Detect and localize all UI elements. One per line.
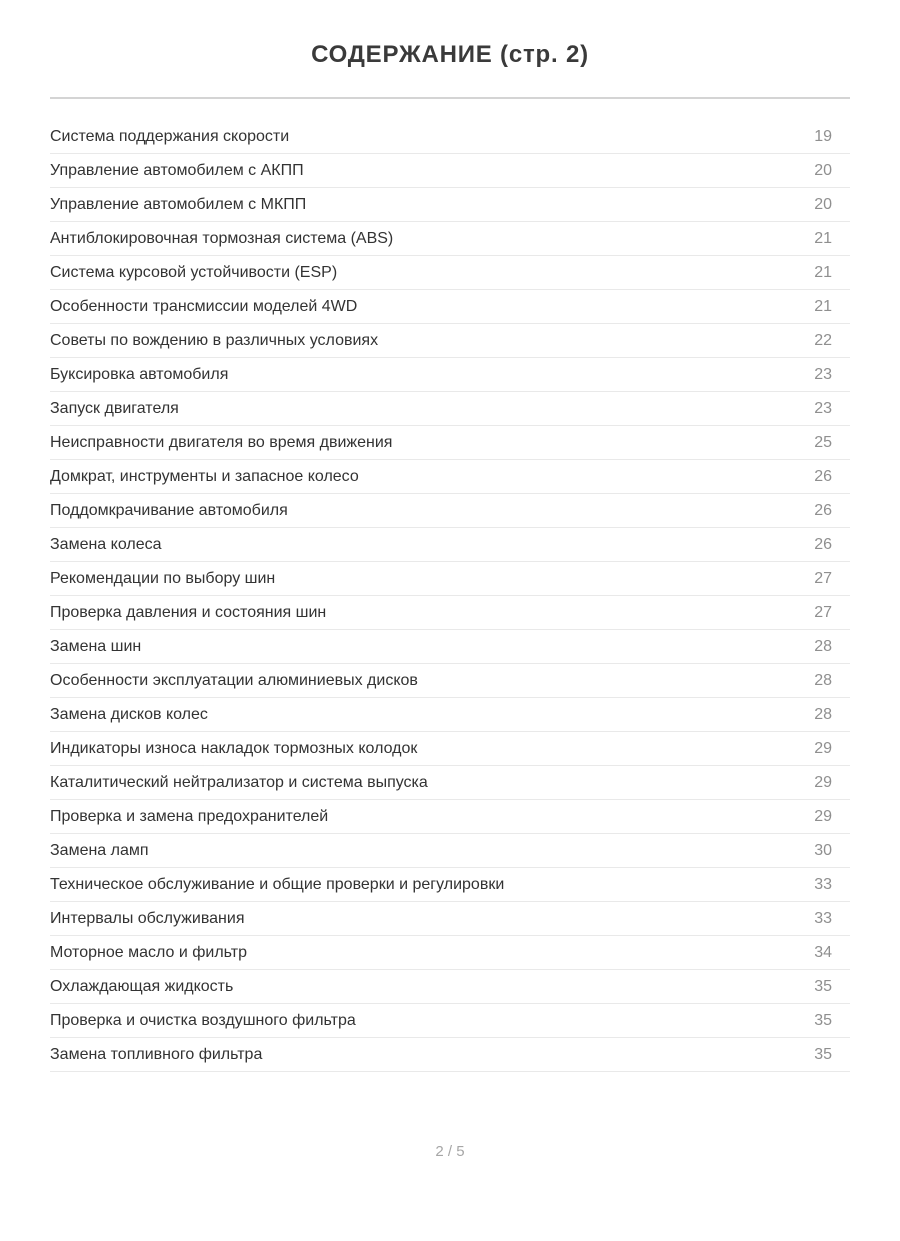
toc-entry-page: 34 bbox=[814, 943, 832, 961]
toc-entry[interactable] bbox=[50, 1004, 850, 1038]
toc-entry-label: Охлаждающая жидкость bbox=[50, 977, 234, 995]
toc-entry[interactable] bbox=[50, 868, 850, 902]
toc-entry-page: 27 bbox=[814, 569, 832, 587]
page-title: СОДЕРЖАНИЕ (стр. 2) bbox=[311, 41, 589, 68]
toc-entry[interactable] bbox=[50, 426, 850, 460]
toc-entry-page: 29 bbox=[814, 807, 832, 825]
toc-entry-page: 23 bbox=[814, 365, 832, 383]
toc-entry-page: 28 bbox=[814, 671, 832, 689]
toc-entry[interactable] bbox=[50, 460, 850, 494]
toc-entry[interactable] bbox=[50, 698, 850, 732]
toc-entry-page: 29 bbox=[814, 773, 832, 791]
toc-entry-label: Проверка и очистка воздушного фильтра bbox=[50, 1011, 356, 1029]
toc-entry-label: Буксировка автомобиля bbox=[50, 365, 229, 383]
toc-entry-page: 35 bbox=[814, 1011, 832, 1029]
toc-entry[interactable] bbox=[50, 936, 850, 970]
toc-entry[interactable] bbox=[50, 902, 850, 936]
toc-entry-page: 21 bbox=[814, 263, 832, 281]
toc-entry-label: Система поддержания скорости bbox=[50, 127, 290, 145]
toc-entry-label: Моторное масло и фильтр bbox=[50, 943, 247, 961]
toc-entry-label: Система курсовой устойчивости (ESP) bbox=[50, 263, 338, 281]
toc-entry-label: Интервалы обслуживания bbox=[50, 909, 245, 927]
toc-entry-page: 30 bbox=[814, 841, 832, 859]
toc-entry-label: Замена топливного фильтра bbox=[50, 1045, 263, 1063]
toc-entry[interactable] bbox=[50, 630, 850, 664]
toc-entry-label: Проверка и замена предохранителей bbox=[50, 807, 329, 825]
toc-entry-page: 20 bbox=[814, 161, 832, 179]
title-divider bbox=[50, 97, 850, 99]
toc-entry-label: Особенности эксплуатации алюминиевых дисков bbox=[50, 671, 418, 689]
toc-entry-label: Неисправности двигателя во время движения bbox=[50, 433, 393, 451]
toc-entry-page: 21 bbox=[814, 297, 832, 315]
toc-entry-page: 27 bbox=[814, 603, 832, 621]
toc-entry-label: Проверка давления и состояния шин bbox=[50, 603, 327, 621]
toc-entry-label: Замена дисков колес bbox=[50, 705, 208, 723]
toc-entry[interactable] bbox=[50, 766, 850, 800]
document-page bbox=[0, 41, 900, 1241]
toc-entry-page: 28 bbox=[814, 637, 832, 655]
toc-entry-label: Поддомкрачивание автомобиля bbox=[50, 501, 288, 519]
toc-entry-label: Советы по вождению в различных условиях bbox=[50, 331, 379, 349]
toc-entry-page: 20 bbox=[814, 195, 832, 213]
toc-entry-label: Замена колеса bbox=[50, 535, 162, 553]
toc-entry[interactable] bbox=[50, 188, 850, 222]
toc-entry[interactable] bbox=[50, 256, 850, 290]
toc-list bbox=[50, 120, 850, 1072]
toc-entry-page: 21 bbox=[814, 229, 832, 247]
toc-entry-label: Индикаторы износа накладок тормозных колодок bbox=[50, 739, 418, 757]
toc-entry-label: Особенности трансмиссии моделей 4WD bbox=[50, 297, 358, 315]
toc-entry-page: 22 bbox=[814, 331, 832, 349]
toc-entry-page: 25 bbox=[814, 433, 832, 451]
toc-entry[interactable] bbox=[50, 800, 850, 834]
toc-entry-page: 28 bbox=[814, 705, 832, 723]
toc-entry-label: Антиблокировочная тормозная система (ABS) bbox=[50, 229, 394, 247]
toc-entry[interactable] bbox=[50, 834, 850, 868]
toc-entry[interactable] bbox=[50, 596, 850, 630]
toc-entry[interactable] bbox=[50, 222, 850, 256]
toc-entry-label: Рекомендации по выбору шин bbox=[50, 569, 276, 587]
toc-entry-page: 23 bbox=[814, 399, 832, 417]
toc-entry[interactable] bbox=[50, 324, 850, 358]
page-indicator: 2 / 5 bbox=[435, 1143, 465, 1160]
toc-entry[interactable] bbox=[50, 562, 850, 596]
toc-entry[interactable] bbox=[50, 392, 850, 426]
toc-entry-page: 19 bbox=[814, 127, 832, 145]
toc-entry-label: Техническое обслуживание и общие проверки и регулировки bbox=[50, 875, 505, 893]
toc-entry[interactable] bbox=[50, 290, 850, 324]
toc-entry-label: Замена шин bbox=[50, 637, 142, 655]
toc-entry-label: Запуск двигателя bbox=[50, 399, 179, 417]
toc-entry-label: Управление автомобилем с АКПП bbox=[50, 161, 304, 179]
toc-entry-label: Каталитический нейтрализатор и система выпуска bbox=[50, 773, 428, 791]
toc-entry-label: Домкрат, инструменты и запасное колесо bbox=[50, 467, 359, 485]
toc-entry[interactable] bbox=[50, 1038, 850, 1072]
toc-entry[interactable] bbox=[50, 732, 850, 766]
toc-entry-page: 33 bbox=[814, 909, 832, 927]
toc-entry-page: 35 bbox=[814, 977, 832, 995]
toc-entry-page: 35 bbox=[814, 1045, 832, 1063]
toc-entry-page: 29 bbox=[814, 739, 832, 757]
toc-entry-label: Замена ламп bbox=[50, 841, 149, 859]
toc-entry-page: 26 bbox=[814, 535, 832, 553]
toc-entry-label: Управление автомобилем с МКПП bbox=[50, 195, 307, 213]
toc-entry[interactable] bbox=[50, 664, 850, 698]
toc-entry-page: 26 bbox=[814, 501, 832, 519]
toc-entry[interactable] bbox=[50, 120, 850, 154]
toc-entry-page: 26 bbox=[814, 467, 832, 485]
toc-entry[interactable] bbox=[50, 154, 850, 188]
toc-entry[interactable] bbox=[50, 494, 850, 528]
toc-entry[interactable] bbox=[50, 970, 850, 1004]
toc-entry-page: 33 bbox=[814, 875, 832, 893]
toc-entry[interactable] bbox=[50, 358, 850, 392]
toc-entry[interactable] bbox=[50, 528, 850, 562]
